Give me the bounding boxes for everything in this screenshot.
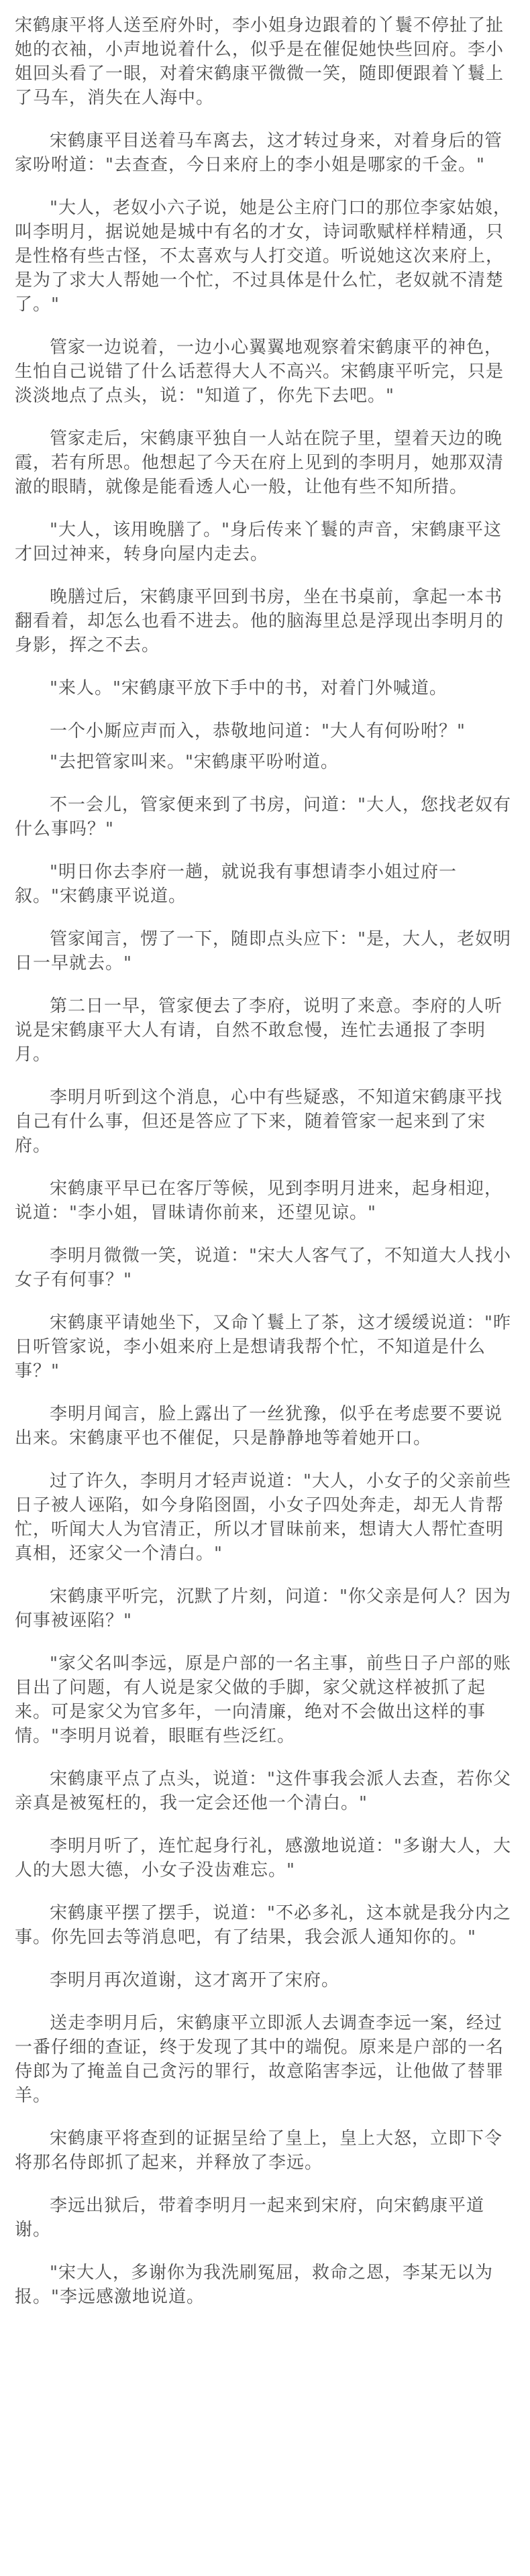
- body-paragraph: 第二日一早，管家便去了李府，说明了来意。李府的人听说是宋鹤康平大人有请，自然不敢怠慢，连忙去通报了李明月。: [15, 996, 503, 1065]
- body-paragraph: 宋鹤康平目送着马车离去，这才转过身来，对着身后的管家吩咐道："去查查，今日来府上的李小姐是哪家的千金。": [15, 131, 503, 175]
- body-paragraph: 晚膳过后，宋鹤康平回到书房，坐在书桌前，拿起一本书翻看着，却怎么也看不进去。他的脑海里总是浮现出李明月的身影，挥之不去。: [15, 587, 505, 655]
- body-paragraph: 李明月再次道谢，这才离开了宋府。: [50, 1970, 340, 1990]
- body-paragraph: "来人。"宋鹤康平放下手中的书，对着门外喊道。: [50, 678, 447, 698]
- body-paragraph: "明日你去李府一趟，就说我有事想请李小姐过府一叙。"宋鹤康平说道。: [15, 862, 457, 906]
- body-paragraph: 送走李明月后，宋鹤康平立即派人去调查李远一案，经过一番仔细的查证，终于发现了其中的端倪。原来是户部的一名侍郎为了掩盖自己贪污的罪行，故意陷害李远，让他做了替罪羊。: [15, 2013, 505, 2106]
- body-paragraph: 宋鹤康平将查到的证据呈给了皇上，皇上大怒，立即下令将那名侍郎抓了起来，并释放了李远。: [15, 2129, 503, 2173]
- body-paragraph: 宋鹤康平早已在客厅等候，见到李明月进来，起身相迎，说道："李小姐，冒昧请你前来，还望见谅。": [15, 1179, 503, 1223]
- body-paragraph: "去把管家叫来。"宋鹤康平吩咐道。: [50, 752, 339, 772]
- body-paragraph: "大人，该用晚膳了。"身后传来丫鬟的声音，宋鹤康平这才回过神来，转身向屋内走去。: [15, 520, 502, 564]
- body-paragraph: 宋鹤康平听完，沉默了片刻，问道："你父亲是何人？因为何事被诬陷？": [15, 1587, 511, 1631]
- body-paragraph: "大人，老奴小六子说，她是公主府门口的那位李家姑娘，叫李明月，据说她是城中有名的才女，诗词歌赋样样精通，只是性格有些古怪，不太喜欢与人打交道。听说她这次来府上，是为了求大人帮她一个忙，不过具体是什么忙，老奴就不清楚了。": [15, 198, 511, 315]
- body-paragraph: 宋鹤康平摆了摆手，说道："不必多礼，这本就是我分内之事。你先回去等消息吧，有了结果，我会派人通知你的。": [15, 1903, 511, 1947]
- body-paragraph: 过了许久，李明月才轻声说道："大人，小女子的父亲前些日子被人诬陷，如今身陷囹圄，小女子四处奔走，却无人肯帮忙，听闻大人为官清正，所以才冒昧前来，想请大人帮忙查明真相，还家父一个清白。": [15, 1471, 511, 1564]
- document-body: [15, 13, 515, 2309]
- body-paragraph: 宋鹤康平将人送至府外时，李小姐身边跟着的丫鬟不停扯了扯她的衣袖，小声地说着什么，似乎是在催促她快些回府。李小姐回头看了一眼，对着宋鹤康平微微一笑，随即便跟着丫鬟上了马车，消失在人海中。: [15, 15, 505, 108]
- body-paragraph: 宋鹤康平点了点头，说道："这件事我会派人去查，若你父亲真是被冤枉的，我一定会还他一个清白。": [15, 1769, 511, 1813]
- body-paragraph: 李明月听到这个消息，心中有些疑惑，不知道宋鹤康平找自己有什么事，但还是答应了下来，随着管家一起来到了宋府。: [15, 1087, 503, 1156]
- body-paragraph: "宋大人，多谢你为我洗刷冤屈，救命之恩，李某无以为报。"李远感激地说道。: [15, 2263, 493, 2307]
- body-paragraph: 管家闻言，愣了一下，随即点头应下："是，大人，老奴明日一早就去。": [15, 929, 511, 973]
- body-paragraph: "家父名叫李远，原是户部的一名主事，前些日子户部的账目出了问题，有人说是家父做的手脚，家父就这样被抓了起来。可是家父为官多年，一向清廉，绝对不会做出这样的事情。"李明月说着，眼眶有些泛红。: [15, 1654, 511, 1746]
- body-paragraph: 李明月微微一笑，说道："宋大人客气了，不知道大人找小女子有何事？": [15, 1246, 511, 1290]
- body-paragraph: 不一会儿，管家便来到了书房，问道："大人，您找老奴有什么事吗？": [15, 795, 511, 839]
- body-paragraph: 管家一边说着，一边小心翼翼地观察着宋鹤康平的神色，生怕自己说错了什么话惹得大人不高兴。宋鹤康平听完，只是淡淡地点了点头，说："知道了，你先下去吧。": [15, 337, 505, 406]
- body-paragraph: 宋鹤康平请她坐下，又命丫鬟上了茶，这才缓缓说道："昨日听管家说，李小姐来府上是想请我帮个忙，不知道是什么事？": [15, 1313, 511, 1381]
- body-paragraph: 李明月听了，连忙起身行礼，感激地说道："多谢大人，大人的大恩大德，小女子没齿难忘。": [15, 1836, 511, 1880]
- body-paragraph: 李明月闻言，脸上露出了一丝犹豫，似乎在考虑要不要说出来。宋鹤康平也不催促，只是静静地等着她开口。: [15, 1404, 503, 1448]
- body-paragraph: 李远出狱后，带着李明月一起来到宋府，向宋鹤康平道谢。: [15, 2196, 485, 2240]
- body-paragraph: 管家走后，宋鹤康平独自一人站在院子里，望着天边的晚霞，若有所思。他想起了今天在府上见到的李明月，她那双清澈的眼睛，就像是能看透人心一般，让他有些不知所措。: [15, 429, 505, 497]
- body-paragraph: 一个小厮应声而入，恭敬地问道："大人有何吩咐？": [50, 721, 466, 741]
